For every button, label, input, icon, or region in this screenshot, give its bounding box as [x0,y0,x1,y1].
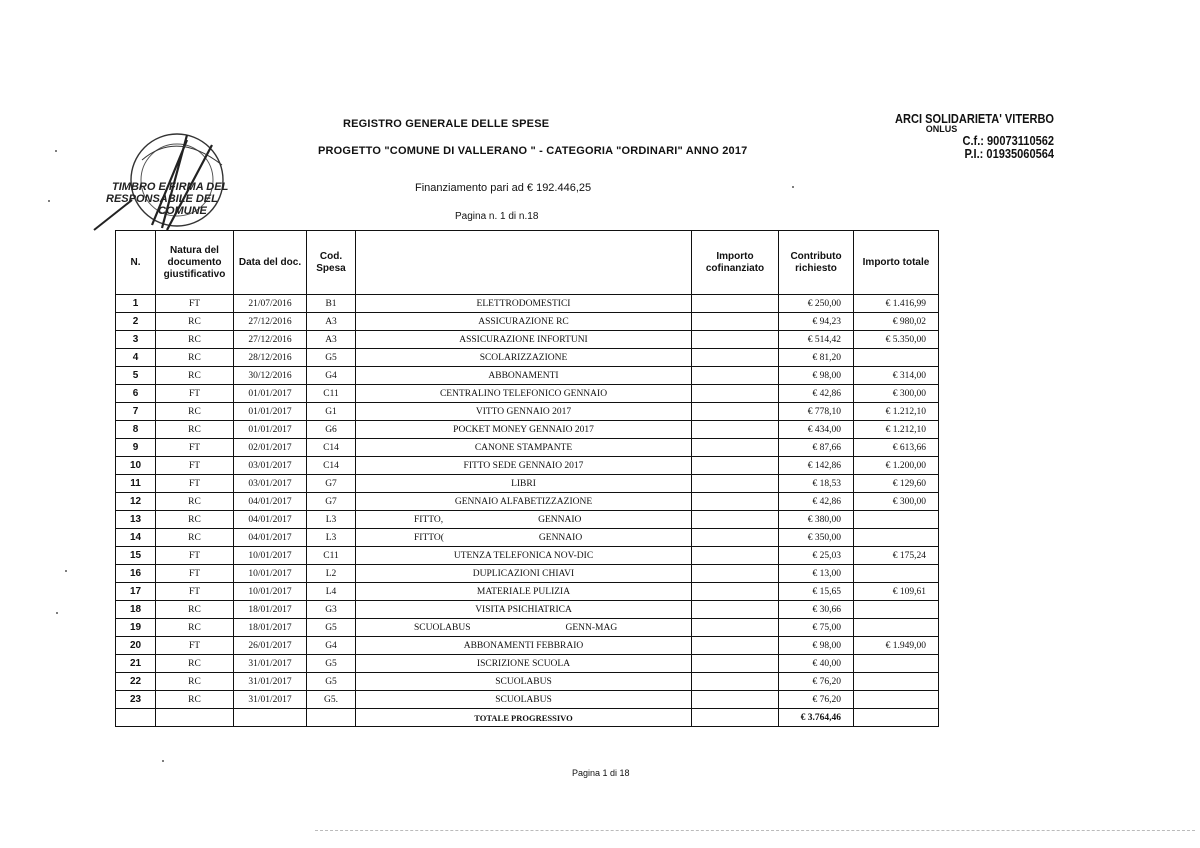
row-description-part: FITTO( [414,532,444,543]
row-total: € 129,60 [854,475,939,493]
row-code: G5 [307,349,356,367]
column-header-n: N. [116,231,156,295]
row-code: B1 [307,295,356,313]
row-contribution: € 30,66 [779,601,854,619]
row-code: G4 [307,367,356,385]
row-number: 13 [116,511,156,529]
row-date: 03/01/2017 [234,457,307,475]
expense-register-table [115,230,939,727]
table-row [116,637,939,655]
row-description: DUPLICAZIONI CHIAVI [356,565,692,583]
row-natura: FT [156,547,234,565]
row-date: 02/01/2017 [234,439,307,457]
row-code: G5 [307,655,356,673]
row-natura: FT [156,295,234,313]
total-cell-empty [692,709,779,727]
row-natura: RC [156,349,234,367]
row-description: ASSICURAZIONE RC [356,313,692,331]
row-natura: RC [156,529,234,547]
row-natura: RC [156,619,234,637]
row-description: ABBONAMENTI [356,367,692,385]
row-cofinanced [692,385,779,403]
row-contribution: € 75,00 [779,619,854,637]
row-code: A3 [307,313,356,331]
row-total: € 5.350,00 [854,331,939,349]
stamp-text-line2: RESPONSABILE DEL [106,193,218,205]
row-total: € 1.212,10 [854,403,939,421]
row-total: € 109,61 [854,583,939,601]
row-description-part: GENN-MAG [565,622,618,633]
table-row [116,313,939,331]
row-natura: RC [156,367,234,385]
column-header-desc [356,231,692,295]
row-cofinanced [692,421,779,439]
row-date: 27/12/2016 [234,331,307,349]
row-code: C11 [307,547,356,565]
row-cofinanced [692,439,779,457]
table-row [116,673,939,691]
row-contribution: € 81,20 [779,349,854,367]
table-row [116,475,939,493]
row-description: GENNAIO ALFABETIZZAZIONE [356,493,692,511]
organization-onlus: ONLUS [925,124,958,134]
funding-amount: Finanziamento pari ad € 192.446,25 [415,182,592,194]
row-number: 2 [116,313,156,331]
row-date: 01/01/2017 [234,421,307,439]
row-description: LIBRI [356,475,692,493]
table-body [116,295,939,709]
row-number: 22 [116,673,156,691]
table-row [116,565,939,583]
column-header-natura: Natura del documento giustificativo [156,231,234,295]
row-total: € 175,24 [854,547,939,565]
row-natura: RC [156,421,234,439]
organization-pi: P.I.: 01935060564 [964,146,1054,161]
row-date: 18/01/2017 [234,601,307,619]
row-number: 15 [116,547,156,565]
row-code: C14 [307,457,356,475]
total-cell-empty [234,709,307,727]
row-date: 10/01/2017 [234,547,307,565]
row-total [854,349,939,367]
table-row [116,601,939,619]
row-contribution: € 350,00 [779,529,854,547]
row-date: 21/07/2016 [234,295,307,313]
row-total: € 613,66 [854,439,939,457]
organization-block [867,112,1054,160]
stamp-text-line1: TIMBRO E FIRMA DEL [112,181,229,193]
row-number: 20 [116,637,156,655]
row-code: L3 [307,529,356,547]
total-cell-empty [307,709,356,727]
row-natura: FT [156,583,234,601]
row-code: G5 [307,619,356,637]
row-total [854,511,939,529]
table-row [116,493,939,511]
table-row [116,385,939,403]
table-row [116,583,939,601]
row-number: 4 [116,349,156,367]
row-description-part: GENNAIO [538,514,582,525]
row-description [356,619,692,637]
row-description: ELETTRODOMESTICI [356,295,692,313]
row-description-part: GENNAIO [538,532,583,543]
total-cell-empty [116,709,156,727]
row-natura: RC [156,511,234,529]
row-date: 03/01/2017 [234,475,307,493]
row-code: G7 [307,493,356,511]
row-contribution: € 42,86 [779,493,854,511]
row-total: € 300,00 [854,385,939,403]
row-cofinanced [692,349,779,367]
column-header-contrib: Contributo richiesto [779,231,854,295]
row-description: UTENZA TELEFONICA NOV-DIC [356,547,692,565]
row-contribution: € 87,66 [779,439,854,457]
table-header-row [116,231,939,295]
row-cofinanced [692,511,779,529]
row-contribution: € 434,00 [779,421,854,439]
column-header-data: Data del doc. [234,231,307,295]
scan-speck [48,200,50,202]
table-row [116,547,939,565]
column-header-totale: Importo totale [854,231,939,295]
row-description: POCKET MONEY GENNAIO 2017 [356,421,692,439]
row-description: VISITA PSICHIATRICA [356,601,692,619]
row-total: € 314,00 [854,367,939,385]
row-cofinanced [692,331,779,349]
row-contribution: € 142,86 [779,457,854,475]
row-code: G5. [307,691,356,709]
total-cell-empty [156,709,234,727]
document-title: REGISTRO GENERALE DELLE SPESE [343,118,550,130]
row-contribution: € 42,86 [779,385,854,403]
row-number: 21 [116,655,156,673]
row-natura: FT [156,565,234,583]
total-cell-empty [854,709,939,727]
table-row [116,655,939,673]
row-description-part: FITTO, [414,514,444,525]
organization-name: ARCI SOLIDARIETA' VITERBO [895,111,1054,126]
row-cofinanced [692,367,779,385]
row-natura: RC [156,493,234,511]
row-cofinanced [692,565,779,583]
row-total [854,655,939,673]
row-number: 9 [116,439,156,457]
row-natura: RC [156,601,234,619]
row-code: G5 [307,673,356,691]
row-description [356,529,692,547]
row-cofinanced [692,493,779,511]
row-date: 18/01/2017 [234,619,307,637]
row-natura: RC [156,673,234,691]
row-natura: RC [156,331,234,349]
row-code: L2 [307,565,356,583]
row-total: € 980,02 [854,313,939,331]
row-total: € 1.949,00 [854,637,939,655]
row-contribution: € 25,03 [779,547,854,565]
row-date: 30/12/2016 [234,367,307,385]
row-description: CANONE STAMPANTE [356,439,692,457]
row-cofinanced [692,673,779,691]
row-date: 31/01/2017 [234,673,307,691]
row-description: FITTO SEDE GENNAIO 2017 [356,457,692,475]
footer-page-number: Pagina 1 di 18 [572,768,630,778]
row-contribution: € 76,20 [779,673,854,691]
row-cofinanced [692,601,779,619]
row-contribution: € 18,53 [779,475,854,493]
row-contribution: € 76,20 [779,691,854,709]
row-total [854,619,939,637]
row-number: 5 [116,367,156,385]
row-description: ASSICURAZIONE INFORTUNI [356,331,692,349]
table-row [116,421,939,439]
row-number: 6 [116,385,156,403]
column-header-cofin: Importo cofinanziato [692,231,779,295]
table-row [116,457,939,475]
row-contribution: € 514,42 [779,331,854,349]
table-row [116,331,939,349]
row-total: € 1.200,00 [854,457,939,475]
row-natura: FT [156,385,234,403]
row-date: 31/01/2017 [234,655,307,673]
row-cofinanced [692,313,779,331]
row-date: 10/01/2017 [234,583,307,601]
row-contribution: € 778,10 [779,403,854,421]
stamp-text-line3: COMUNE [158,205,207,217]
row-description: SCUOLABUS [356,691,692,709]
row-description: SCOLARIZZAZIONE [356,349,692,367]
row-natura: RC [156,403,234,421]
row-contribution: € 98,00 [779,367,854,385]
scan-speck [65,570,67,572]
column-header-cod: Cod. Spesa [307,231,356,295]
row-cofinanced [692,457,779,475]
row-date: 10/01/2017 [234,565,307,583]
row-natura: RC [156,313,234,331]
table-row [116,439,939,457]
row-code: G1 [307,403,356,421]
row-code: C14 [307,439,356,457]
row-total: € 300,00 [854,493,939,511]
row-date: 27/12/2016 [234,313,307,331]
row-natura: RC [156,691,234,709]
row-total: € 1.212,10 [854,421,939,439]
row-natura: FT [156,637,234,655]
row-date: 04/01/2017 [234,511,307,529]
row-total [854,691,939,709]
row-number: 1 [116,295,156,313]
row-total: € 1.416,99 [854,295,939,313]
table-row [116,619,939,637]
row-number: 7 [116,403,156,421]
row-contribution: € 13,00 [779,565,854,583]
row-date: 26/01/2017 [234,637,307,655]
row-date: 04/01/2017 [234,529,307,547]
row-total [854,565,939,583]
row-description [356,511,692,529]
table-row [116,691,939,709]
row-description: ISCRIZIONE SCUOLA [356,655,692,673]
row-contribution: € 250,00 [779,295,854,313]
row-contribution: € 94,23 [779,313,854,331]
total-label: TOTALE PROGRESSIVO [356,709,692,727]
row-number: 8 [116,421,156,439]
row-cofinanced [692,475,779,493]
row-date: 31/01/2017 [234,691,307,709]
row-number: 3 [116,331,156,349]
row-cofinanced [692,403,779,421]
row-description: SCUOLABUS [356,673,692,691]
row-number: 17 [116,583,156,601]
row-number: 12 [116,493,156,511]
row-total [854,601,939,619]
row-number: 11 [116,475,156,493]
row-total [854,673,939,691]
scan-speck [55,150,57,152]
row-cofinanced [692,637,779,655]
row-cofinanced [692,691,779,709]
row-contribution: € 98,00 [779,637,854,655]
row-date: 01/01/2017 [234,403,307,421]
row-code: C11 [307,385,356,403]
row-natura: FT [156,439,234,457]
row-cofinanced [692,655,779,673]
row-cofinanced [692,529,779,547]
row-contribution: € 40,00 [779,655,854,673]
row-code: L3 [307,511,356,529]
row-date: 28/12/2016 [234,349,307,367]
row-code: L4 [307,583,356,601]
table-row [116,403,939,421]
row-natura: FT [156,475,234,493]
row-description: MATERIALE PULIZIA [356,583,692,601]
table-row [116,367,939,385]
row-description: VITTO GENNAIO 2017 [356,403,692,421]
table-row [116,295,939,313]
row-description-part: SCUOLABUS [414,622,471,633]
row-cofinanced [692,619,779,637]
row-cofinanced [692,583,779,601]
scan-speck [792,186,794,188]
table-row [116,349,939,367]
row-number: 18 [116,601,156,619]
organization-cf: C.f.: 90073110562 [962,133,1054,148]
row-code: G6 [307,421,356,439]
scan-speck [56,612,58,614]
row-code: G3 [307,601,356,619]
project-title: PROGETTO "COMUNE DI VALLERANO " - CATEGORIA "ORDINARI" ANNO 2017 [318,145,748,157]
row-code: G4 [307,637,356,655]
row-date: 04/01/2017 [234,493,307,511]
row-contribution: € 380,00 [779,511,854,529]
table-total-row [116,709,939,727]
row-description: CENTRALINO TELEFONICO GENNAIO [356,385,692,403]
row-natura: RC [156,655,234,673]
row-cofinanced [692,547,779,565]
table-row [116,529,939,547]
scan-speck [162,760,164,762]
table-row [116,511,939,529]
row-number: 23 [116,691,156,709]
row-number: 10 [116,457,156,475]
row-natura: FT [156,457,234,475]
row-code: G7 [307,475,356,493]
row-code: A3 [307,331,356,349]
row-description: ABBONAMENTI FEBBRAIO [356,637,692,655]
row-number: 14 [116,529,156,547]
row-cofinanced [692,295,779,313]
row-date: 01/01/2017 [234,385,307,403]
page-info: Pagina n. 1 di n.18 [455,211,539,222]
row-number: 16 [116,565,156,583]
row-number: 19 [116,619,156,637]
scan-edge-line [315,830,1195,831]
row-contribution: € 15,65 [779,583,854,601]
total-value: € 3.764,46 [779,709,854,727]
row-total [854,529,939,547]
